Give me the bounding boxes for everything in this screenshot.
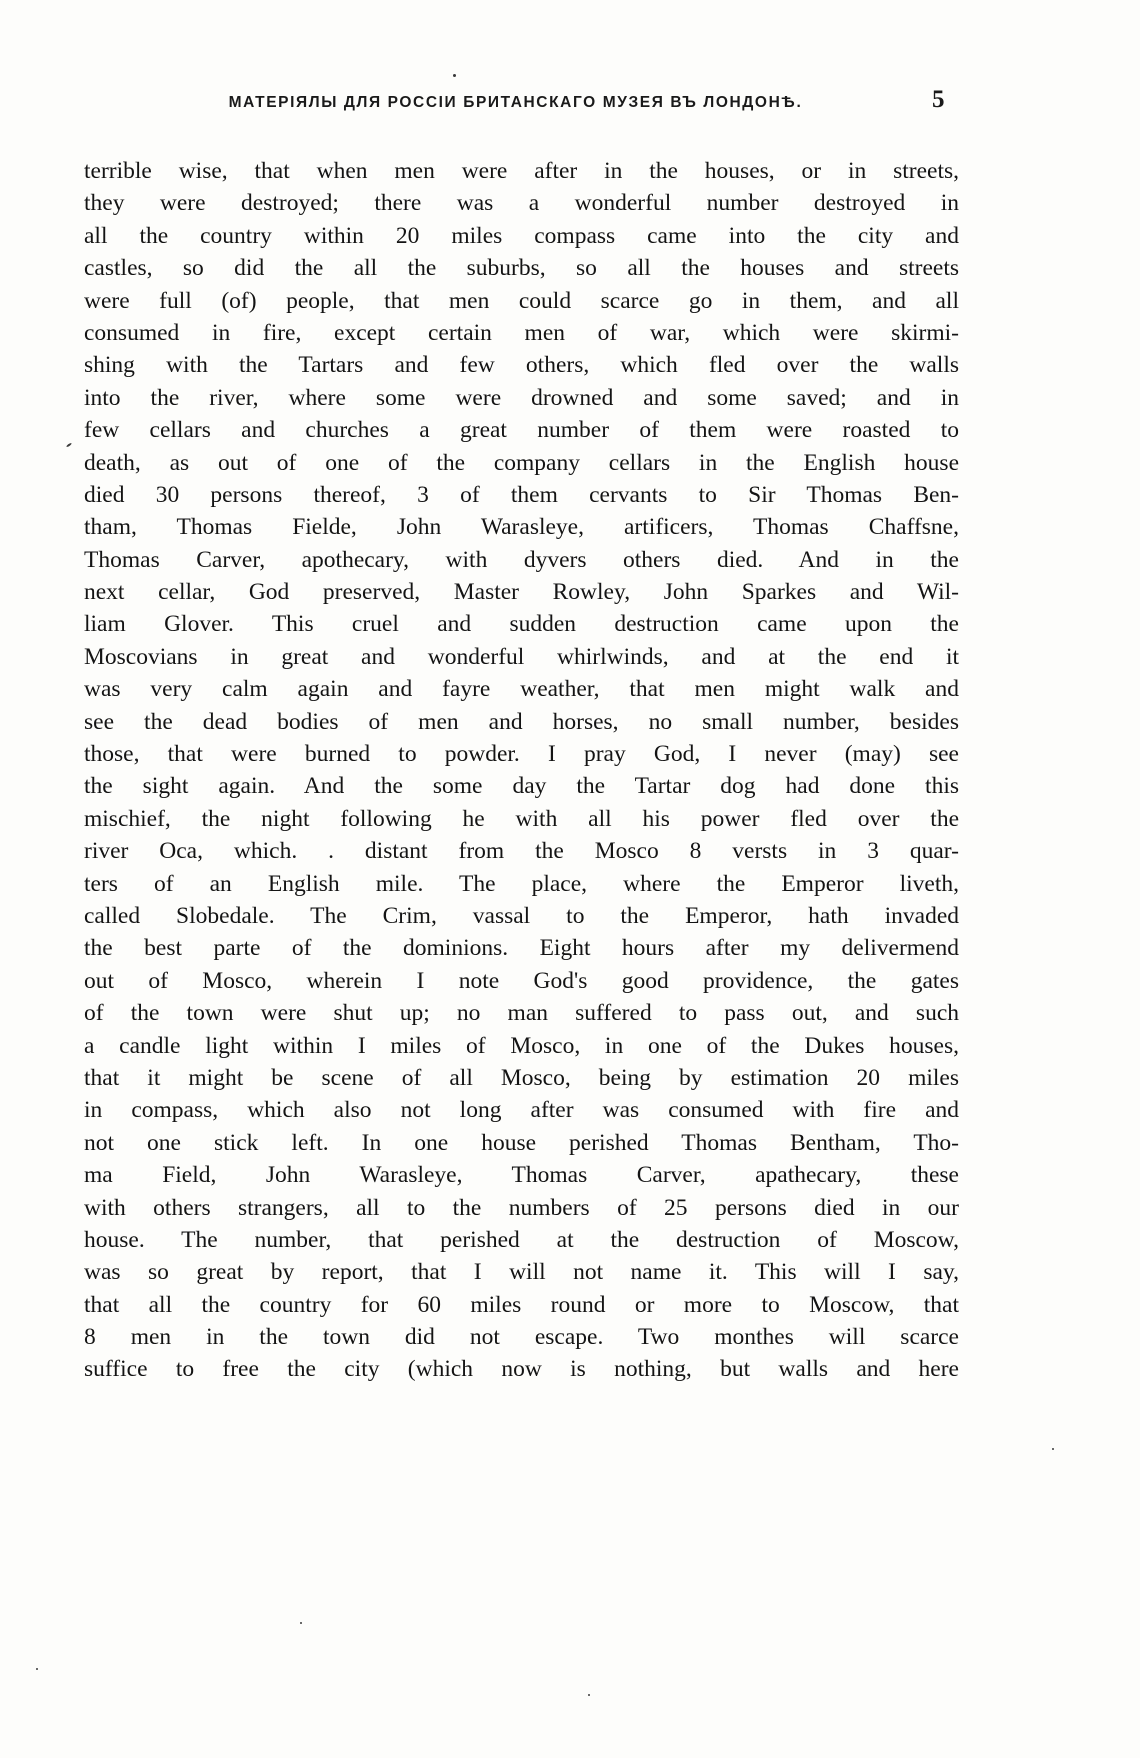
text-line: see the dead bodies of men and horses, no small number, besides (84, 708, 959, 735)
text-line: suffice to free the city (which now is nothing, but walls and here (84, 1356, 959, 1383)
text-line: in compass, which also not long after was consumed with fire and (84, 1097, 959, 1124)
scan-speck (300, 1622, 302, 1624)
text-line: ma Field, John Warasleye, Thomas Carver, apathecary, these (84, 1162, 959, 1189)
running-title: МАТЕРІЯЛЫ ДЛЯ РОССІИ БРИТАНСКАГО МУЗЕЯ ВЪ ЛОНДОНѢ. (228, 94, 803, 111)
text-line: terrible wise, that when men were after in the houses, or in streets, (84, 158, 959, 184)
body-text (84, 155, 959, 1386)
text-line: that it might be scene of all Mosco, being by estimation 20 miles (84, 1064, 959, 1091)
scan-speck (588, 1694, 590, 1696)
scan-speck (66, 442, 72, 447)
text-line: next cellar, God preserved, Master Rowley, John Sparkes and Wil- (84, 579, 959, 606)
text-line: out of Mosco, wherein I note God's good providence, the gates (84, 967, 959, 994)
text-line: few cellars and churches a great number of them were roasted to (84, 417, 959, 444)
text-line: the best parte of the dominions. Eight hours after my delivermend (84, 935, 959, 962)
scan-speck (1052, 1448, 1054, 1450)
text-line: liam Glover. This cruel and sudden destruction came upon the (84, 611, 959, 638)
text-line: the sight again. And the some day the Tartar dog had done this (84, 773, 959, 800)
text-line: Thomas Carver, apothecary, with dyvers others died. And in the (84, 546, 959, 573)
text-line: all the country within 20 miles compass came into the city and (84, 222, 959, 249)
text-line: tham, Thomas Fielde, John Warasleye, artificers, Thomas Chaffsne, (84, 514, 959, 541)
text-line: into the river, where some were drowned and some saved; and in (84, 384, 959, 411)
text-line: not one stick left. In one house perished Thomas Bentham, Tho- (84, 1129, 959, 1156)
text-line: Moscovians in great and wonderful whirlwinds, and at the end it (84, 643, 959, 670)
page-number: 5 (932, 86, 945, 113)
scan-speck (453, 74, 456, 77)
text-line: called Slobedale. The Crim, vassal to the Emperor, hath invaded (84, 902, 959, 929)
text-line: castles, so did the all the suburbs, so all the houses and streets (84, 255, 959, 282)
text-line: a candle light within I miles of Mosco, in one of the Dukes houses, (84, 1032, 959, 1059)
scan-speck (36, 1668, 38, 1670)
text-line: was very calm again and fayre weather, that men might walk and (84, 676, 959, 703)
text-line: ters of an English mile. The place, where the Emperor liveth, (84, 870, 959, 897)
text-line: was so great by report, that I will not name it. This will I say, (84, 1259, 959, 1286)
text-line: death, as out of one of the company cellars in the English house (84, 449, 959, 476)
text-line: consumed in fire, except certain men of war, which were skirmi- (84, 319, 959, 346)
text-line: mischief, the night following he with all his power fled over the (84, 805, 959, 832)
text-line: river Oca, which. . distant from the Mosco 8 versts in 3 quar- (84, 838, 959, 865)
text-line: 8 men in the town did not escape. Two monthes will scarce (84, 1324, 959, 1351)
text-line: died 30 persons thereof, 3 of them cervants to Sir Thomas Ben- (84, 481, 959, 508)
text-line: house. The number, that perished at the destruction of Moscow, (84, 1226, 959, 1253)
text-line: were full (of) people, that men could scarce go in them, and all (84, 287, 959, 314)
text-line: of the town were shut up; no man suffered to pass out, and such (84, 1000, 959, 1027)
text-line: they were destroyed; there was a wonderful number destroyed in (84, 190, 959, 217)
text-line: with others strangers, all to the numbers of 25 persons died in our (84, 1194, 959, 1221)
text-line: shing with the Tartars and few others, which fled over the walls (84, 352, 959, 379)
text-line: those, that were burned to powder. I pray God, I never (may) see (84, 741, 959, 768)
text-line: that all the country for 60 miles round or more to Moscow, that (84, 1291, 959, 1318)
